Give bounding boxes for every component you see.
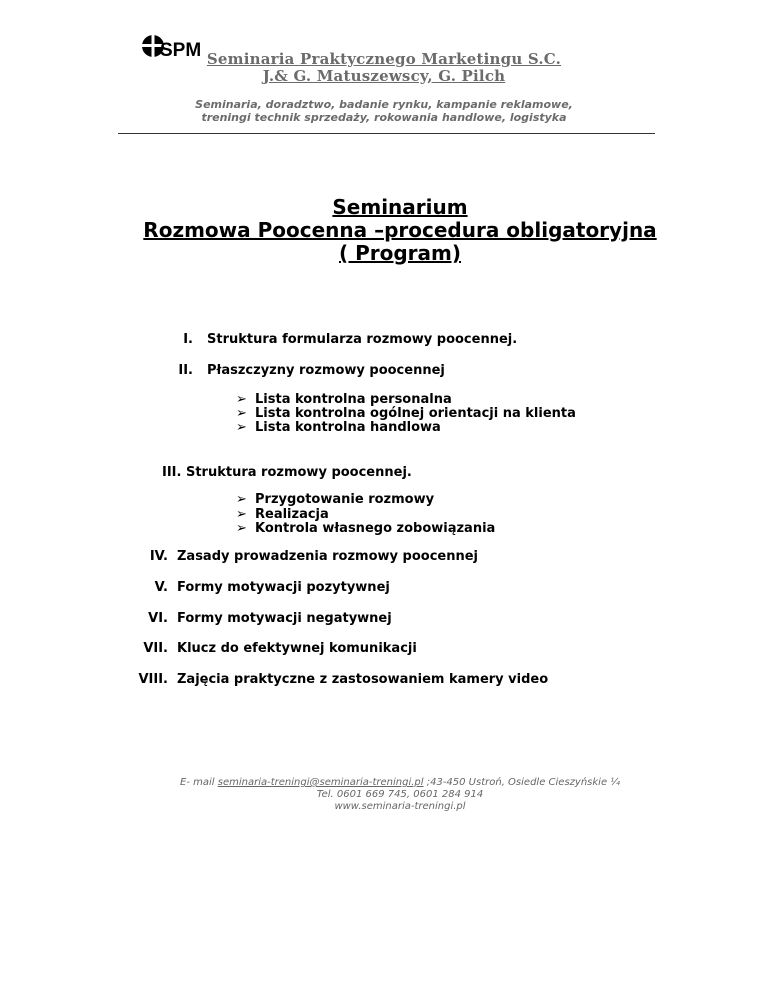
company-owners: J.& G. Matuszewscy, G. Pilch	[262, 67, 506, 85]
footer-phone: Tel. 0601 669 745, 0601 284 914	[316, 789, 484, 800]
tagline-line-2: treningi technik sprzedaży, rokowania handlowe, logistyka	[201, 111, 567, 124]
document-title: Seminarium	[332, 195, 468, 219]
list-item: ➢ Kontrola własnego zobowiązania	[236, 521, 496, 536]
roman-numeral: VIII.	[138, 672, 168, 687]
roman-numeral: IV.	[149, 549, 168, 564]
item-text: Klucz do efektywnej komunikacji	[177, 641, 417, 656]
item-text: Płaszczyzny rozmowy poocennej	[207, 363, 445, 378]
program-item-3: III. Struktura rozmowy poocennej.	[162, 465, 412, 480]
list-item: ➢ Realizacja	[236, 507, 329, 522]
roman-numeral: I.	[183, 332, 193, 347]
footer-website: www.seminaria-treningi.pl	[334, 801, 466, 812]
logo-text: SPM	[160, 40, 202, 61]
arrow-bullet-icon: ➢	[236, 392, 247, 407]
email-link[interactable]: seminaria-treningi@seminaria-treningi.pl	[217, 777, 424, 788]
header-divider	[118, 133, 655, 134]
tagline-line-1: Seminaria, doradztwo, badanie rynku, kampanie reklamowe,	[195, 98, 573, 111]
item-text: Formy motywacji negatywnej	[177, 611, 392, 626]
company-name: Seminaria Praktycznego Marketingu S.C.	[206, 50, 562, 68]
roman-numeral: VII.	[143, 641, 168, 656]
list-item: ➢ Przygotowanie rozmowy	[236, 492, 435, 507]
arrow-bullet-icon: ➢	[236, 507, 247, 522]
footer-contact-line	[0, 777, 768, 789]
roman-numeral: V.	[154, 580, 168, 595]
list-item: ➢ Lista kontrolna personalna	[236, 392, 452, 407]
list-item: ➢ Lista kontrolna ogólnej orientacji na klienta	[236, 406, 576, 421]
arrow-bullet-icon: ➢	[236, 492, 247, 507]
roman-numeral: VI.	[148, 611, 168, 626]
item-text: Zajęcia praktyczne z zastosowaniem kamery video	[177, 672, 549, 687]
arrow-bullet-icon: ➢	[236, 420, 247, 435]
address-text: ;43-450 Ustroń, Osiedle Cieszyńskie ¼	[426, 777, 620, 788]
arrow-bullet-icon: ➢	[236, 521, 247, 536]
arrow-bullet-icon: ➢	[236, 406, 247, 421]
item-text: Struktura formularza rozmowy poocennej.	[207, 332, 518, 347]
item-text: Zasady prowadzenia rozmowy poocennej	[177, 549, 479, 564]
document-program-label: ( Program)	[338, 241, 462, 265]
list-item: ➢ Lista kontrolna handlowa	[236, 420, 441, 435]
document-subtitle: Rozmowa Poocenna –procedura obligatoryjna	[143, 218, 657, 242]
item-text: Formy motywacji pozytywnej	[177, 580, 390, 595]
roman-numeral: II.	[178, 363, 193, 378]
email-label: E- mail	[180, 777, 215, 788]
